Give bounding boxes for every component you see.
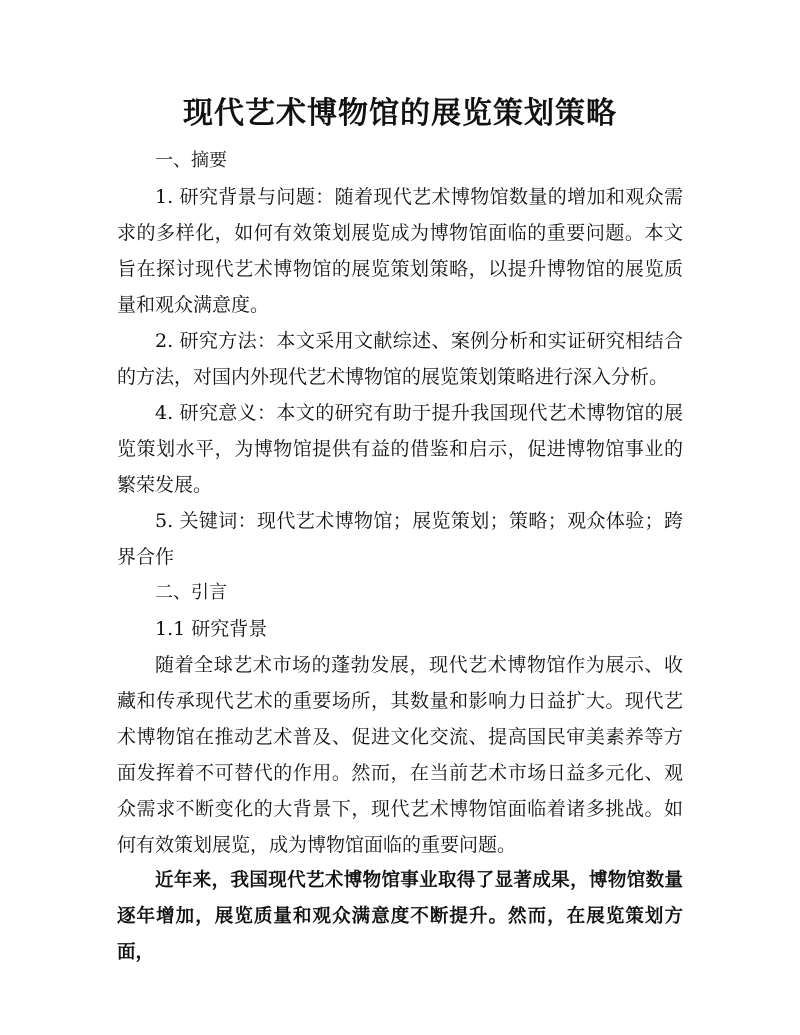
subsection-heading: 1.1 研究背景 bbox=[155, 618, 268, 640]
section-heading-abstract: 一、摘要 bbox=[155, 150, 227, 171]
section-heading-intro: 二、引言 bbox=[155, 582, 227, 603]
abstract-item: 1. 研究背景与问题：随着现代艺术博物馆数量的增加和观众需求的多样化，如何有效策划展览成为博物馆面临的重要问题。本文旨在探讨现代艺术博物馆的展览策划策略，以提升博物馆的展览质量和观众满意度。 bbox=[117, 186, 683, 316]
intro-paragraph: 随着全球艺术市场的蓬勃发展，现代艺术博物馆作为展示、收藏和传承现代艺术的重要场所，其数量和影响力日益扩大。现代艺术博物馆在推动艺术普及、促进文化交流、提高国民审美素养等方面发挥着不可替代的作用。然而，在当前艺术市场日益多元化、观众需求不断变化的大背景下，现代艺术博物馆面临着诸多挑战。如何有效策划展览，成为博物馆面临的重要问题。 bbox=[117, 654, 683, 856]
intro-bold-paragraph: 近年来，我国现代艺术博物馆事业取得了显著成果，博物馆数量逐年增加，展览质量和观众满意度不断提升。然而，在展览策划方面， bbox=[117, 870, 683, 963]
abstract-item: 2. 研究方法：本文采用文献综述、案例分析和实证研究相结合的方法，对国内外现代艺术博物馆的展览策划策略进行深入分析。 bbox=[117, 330, 683, 388]
document-title: 现代艺术博物馆的展览策划策略 bbox=[183, 96, 617, 131]
abstract-item: 5. 关键词：现代艺术博物馆；展览策划；策略；观众体验；跨界合作 bbox=[117, 510, 683, 568]
abstract-item: 4. 研究意义：本文的研究有助于提升我国现代艺术博物馆的展览策划水平，为博物馆提供有益的借鉴和启示，促进博物馆事业的繁荣发展。 bbox=[117, 402, 683, 496]
document-body bbox=[117, 143, 683, 971]
